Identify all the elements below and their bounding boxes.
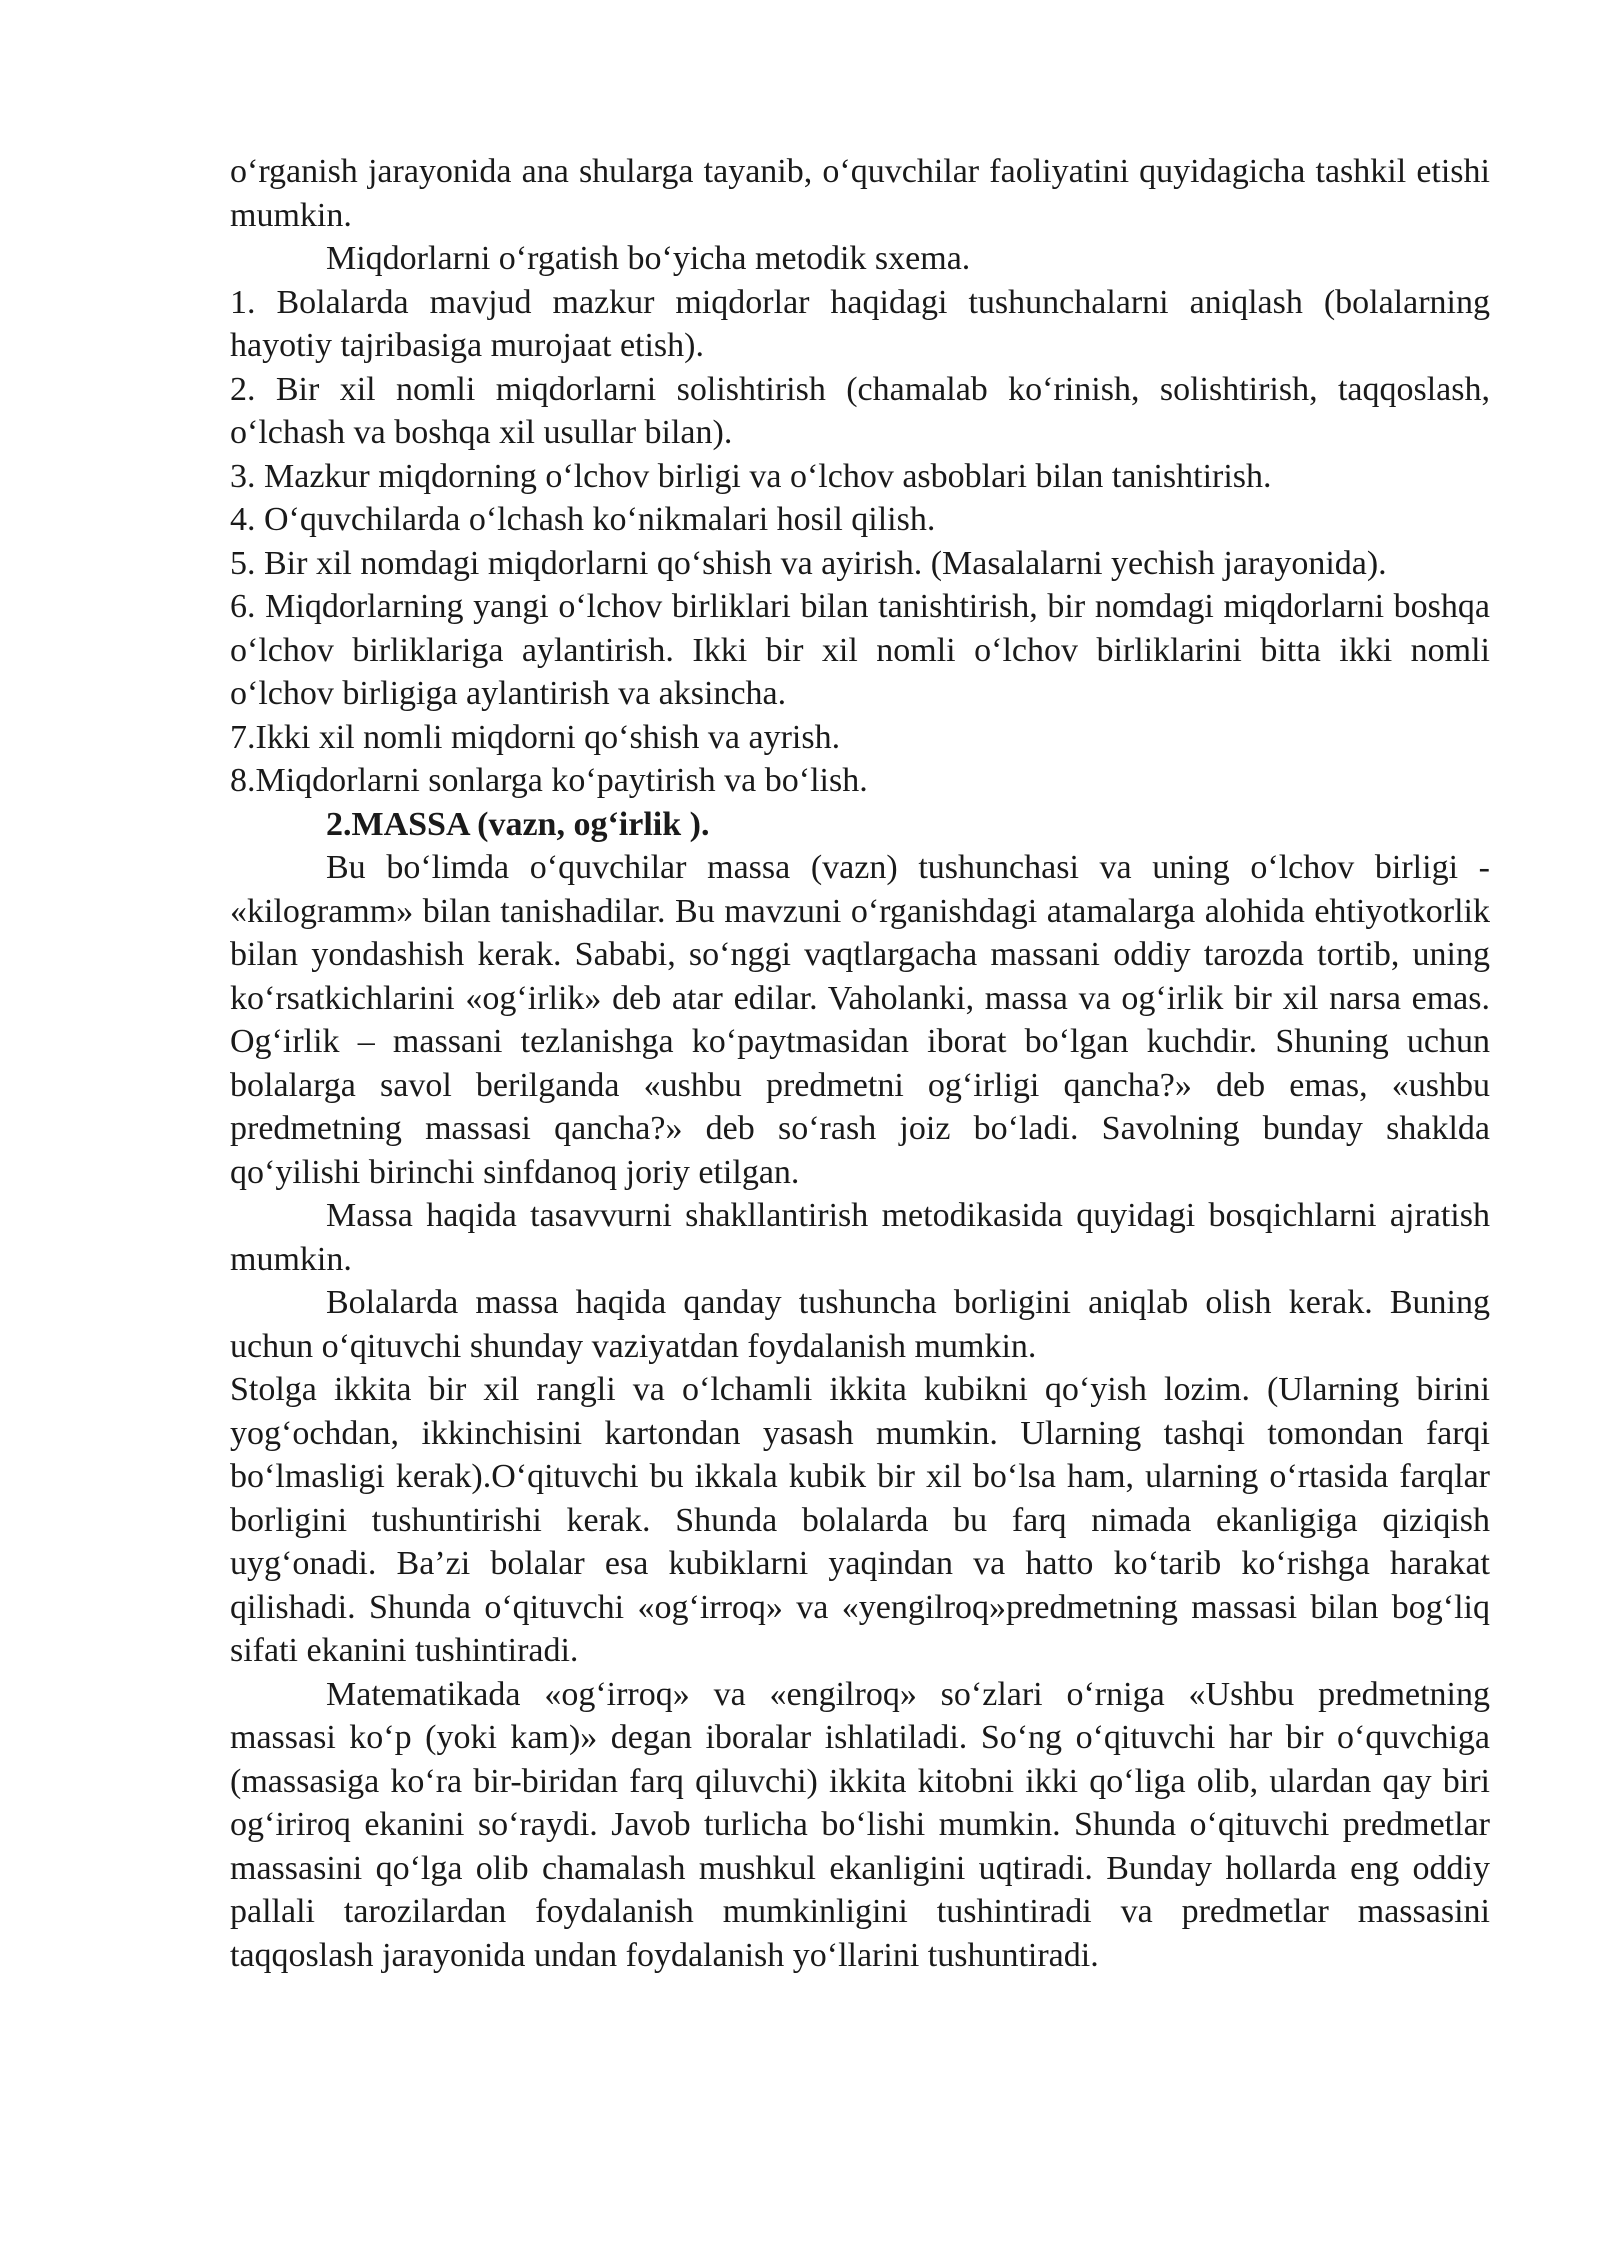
intro-paragraph: o‘rganish jarayonida ana shularga tayanib, o‘quvchilar faoliyatini quyidagicha tashkil etishi mumkin.	[230, 153, 1490, 234]
body-paragraph: Stolga ikkita bir xil rangli va o‘lchamli ikkita kubikni qo‘yish lozim. (Ularning birini yog‘ochdan, ikkinchisini kartondan yasash mumkin. Ularning tashqi tomondan farqi bo‘lmasligi kerak).O‘qituvchi bu ikkala kubik bir xil bo‘lsa ham, ularning o‘rtasida farqlar borligini tushuntirishi kerak. Shunda bolalarda bu farq nimada ekanligiga qiziqish uyg‘onadi. Ba’zi bolalar esa kubiklarni yaqindan va hatto ko‘tarib ko‘rishga harakat qilishadi. Shunda o‘qituvchi «og‘irroq» va «yengilroq»predmetning massasi bilan bog‘liq sifati ekanini tushintiradi.	[230, 1371, 1490, 1669]
list-item: 5. Bir xil nomdagi miqdorlarni qo‘shish va ayirish. (Masalalarni yechish jarayonida).	[230, 544, 1387, 582]
list-item: 8.Miqdorlarni sonlarga ko‘paytirish va bo‘lish.	[230, 762, 868, 799]
list-item: 6. Miqdorlarning yangi o‘lchov birliklari bilan tanishtirish, bir nomdagi miqdorlarni boshqa o‘lchov birliklariga aylantirish. Ikki bir xil nomli o‘lchov birliklarini bitta ikki nomli o‘lchov birligiga aylantirish va aksincha.	[230, 588, 1490, 712]
list-item: 7.Ikki xil nomli miqdorni qo‘shish va ayrish.	[230, 718, 841, 756]
list-item: 3. Mazkur miqdorning o‘lchov birligi va o‘lchov asboblari bilan tanishtirish.	[230, 457, 1272, 495]
scheme-title: Miqdorlarni o‘rgatish bo‘yicha metodik sxema.	[326, 240, 971, 277]
body-paragraph: Bolalarda massa haqida qanday tushuncha borligini aniqlab olish kerak. Buning uchun o‘qituvchi shunday vaziyatdan foydalanish mumkin.	[230, 1284, 1490, 1365]
list-item: 4. O‘quvchilarda o‘lchash ko‘nikmalari hosil qilish.	[230, 501, 936, 538]
body-paragraph: Matematikada «og‘irroq» va «engilroq» so‘zlari o‘rniga «Ushbu predmetning massasi ko‘p (yoki kam)» degan iboralar ishlatiladi. So‘ng o‘qituvchi har bir o‘quvchiga (massasiga ko‘ra bir-biridan farq qiluvchi) ikkita kitobni ikki qo‘liga olib, ulardan qay biri og‘iriroq ekanini so‘raydi. Javob turlicha bo‘lishi mumkin. Shunda o‘qituvchi predmetlar massasini qo‘lga olib chamalash mushkul ekanligini uqtiradi. Bunday hollarda eng oddiy pallali tarozilardan foydalanish mumkinligini tushintiradi va predmetlar massasini taqqoslash jarayonida undan foydalanish yo‘llarini tushuntiradi.	[230, 1675, 1490, 1974]
list-item: 1. Bolalarda mavjud mazkur miqdorlar haqidagi tushunchalarni aniqlash (bolalarning hayotiy tajribasiga murojaat etish).	[230, 283, 1490, 364]
body-paragraph: Bu bo‘limda o‘quvchilar massa (vazn) tushunchasi va uning o‘lchov birligi - «kilogramm» bilan tanishadilar. Bu mavzuni o‘rganishdagi atamalarga alohida ehtiyotkorlik bilan yondashish kerak. Sababi, so‘nggi vaqtlargacha massani oddiy tarozda tortib, uning ko‘rsatkichlarini «og‘irlik» deb atar edilar. Vaholanki, massa va og‘irlik bir xil narsa emas. Og‘irlik – massani tezlanishga ko‘paytmasidan iborat bo‘lgan kuchdir. Shuning uchun bolalarga savol berilganda «ushbu predmetni og‘irligi qancha?» deb emas, «ushbu predmetning massasi qancha?» deb so‘rash joiz bo‘ladi. Savolning bunday shaklda qo‘yilishi birinchi sinfdanoq joriy etilgan.	[230, 849, 1490, 1191]
document-page	[230, 150, 1490, 1977]
body-paragraph: Massa haqida tasavvurni shakllantirish metodikasida quyidagi bosqichlarni ajratish mumkin.	[230, 1197, 1490, 1278]
list-item: 2. Bir xil nomli miqdorlarni solishtirish (chamalab ko‘rinish, solishtirish, taqqoslash, o‘lchash va boshqa xil usullar bilan).	[230, 370, 1490, 451]
section-heading: 2.MASSA (vazn, og‘irlik ).	[326, 805, 710, 843]
